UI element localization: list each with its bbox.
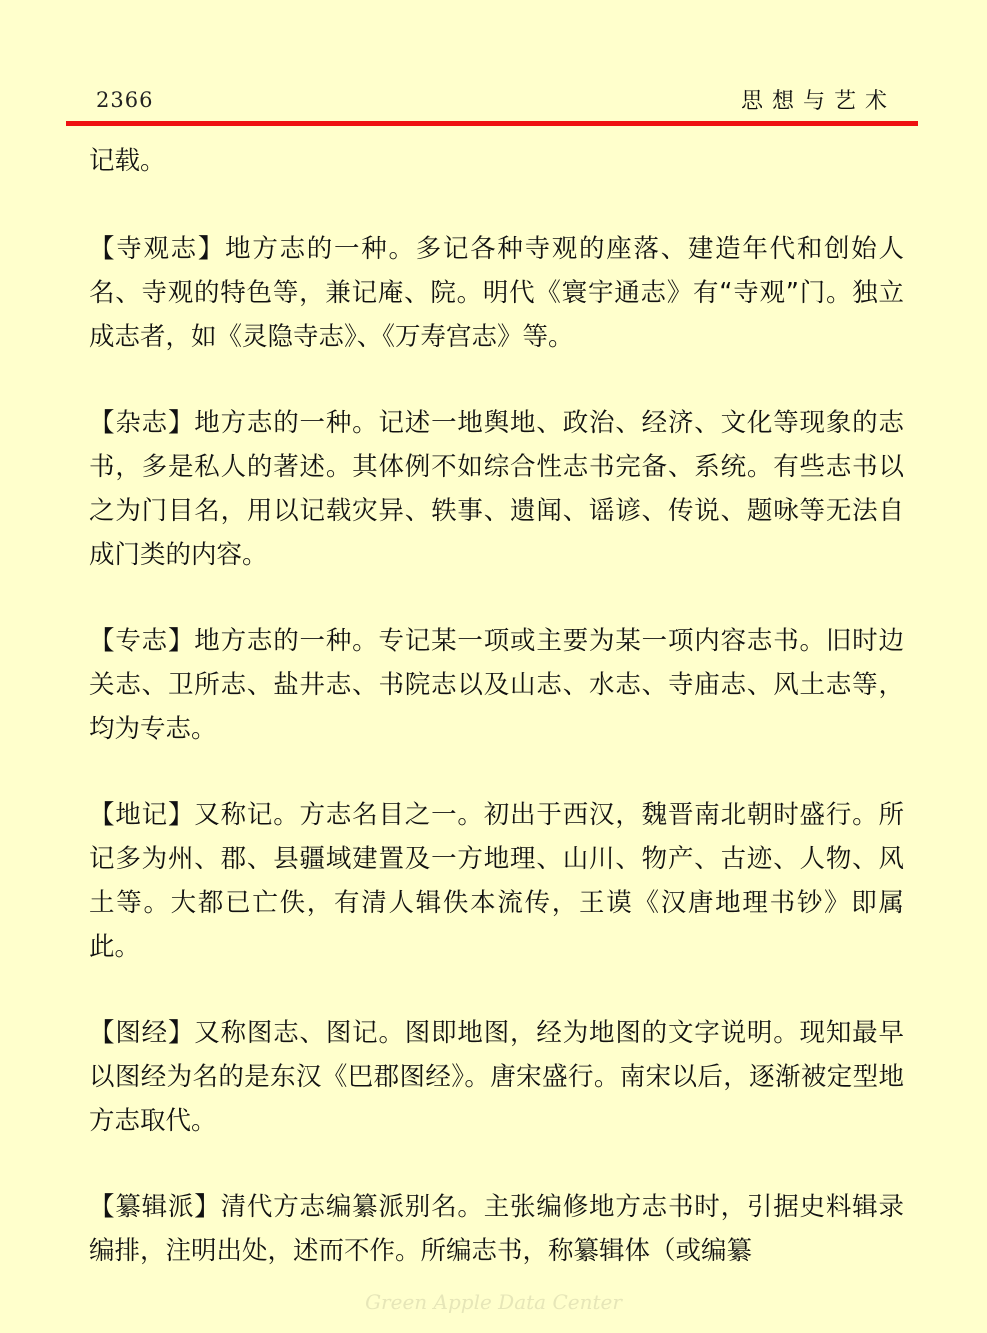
paragraph-entry-miscellaneous-gazetteer: 【杂志】地方志的一种。记述一地舆地、政治、经济、文化等现象的志书，多是私人的著述。其体例不如综合性志书完备、系统。有些志书以之为门目名，用以记载灾异、轶事、遗闻、谣谚、传说、题咏等无法自成门类的内容。 [89,408,904,570]
header-rule [66,121,918,126]
page-number: 2366 [96,88,154,112]
running-title: 思想与艺术 [740,89,896,114]
body-text [89,139,904,1315]
page-header [66,78,918,128]
paragraph-entry-compilation-school: 【纂辑派】清代方志编纂派别名。主张编修地方志书时，引据史料辑录编排，注明出处，述而不作。所编志书，称纂辑体（或编纂 [89,1192,904,1266]
paragraph-entry-special-gazetteer: 【专志】地方志的一种。专记某一项或主要为某一项内容志书。旧时边关志、卫所志、盐井志、书院志以及山志、水志、寺庙志、风土志等，均为专志。 [89,626,904,744]
paragraph-entry-local-records: 【地记】又称记。方志名目之一。初出于西汉，魏晋南北朝时盛行。所记多为州、郡、县疆域建置及一方地理、山川、物产、古迹、人物、风土等。大都已亡佚，有清人辑佚本流传，王谟《汉唐地理书钞》即属此。 [89,800,904,962]
paragraph-entry-illustrated-gazetteer: 【图经】又称图志、图记。图即地图，经为地图的文字说明。现知最早以图经为名的是东汉《巴郡图经》。唐宋盛行。南宋以后，逐渐被定型地方志取代。 [89,1018,904,1136]
paragraph-continuation: 记载。 [89,146,166,176]
watermark: Green Apple Data Center [365,1290,622,1314]
paragraph-entry-temple-gazetteer: 【寺观志】地方志的一种。多记各种寺观的座落、建造年代和创始人名、寺观的特色等，兼记庵、院。明代《寰宇通志》有“寺观”门。独立成志者，如《灵隐寺志》、《万寿宫志》等。 [89,234,904,352]
